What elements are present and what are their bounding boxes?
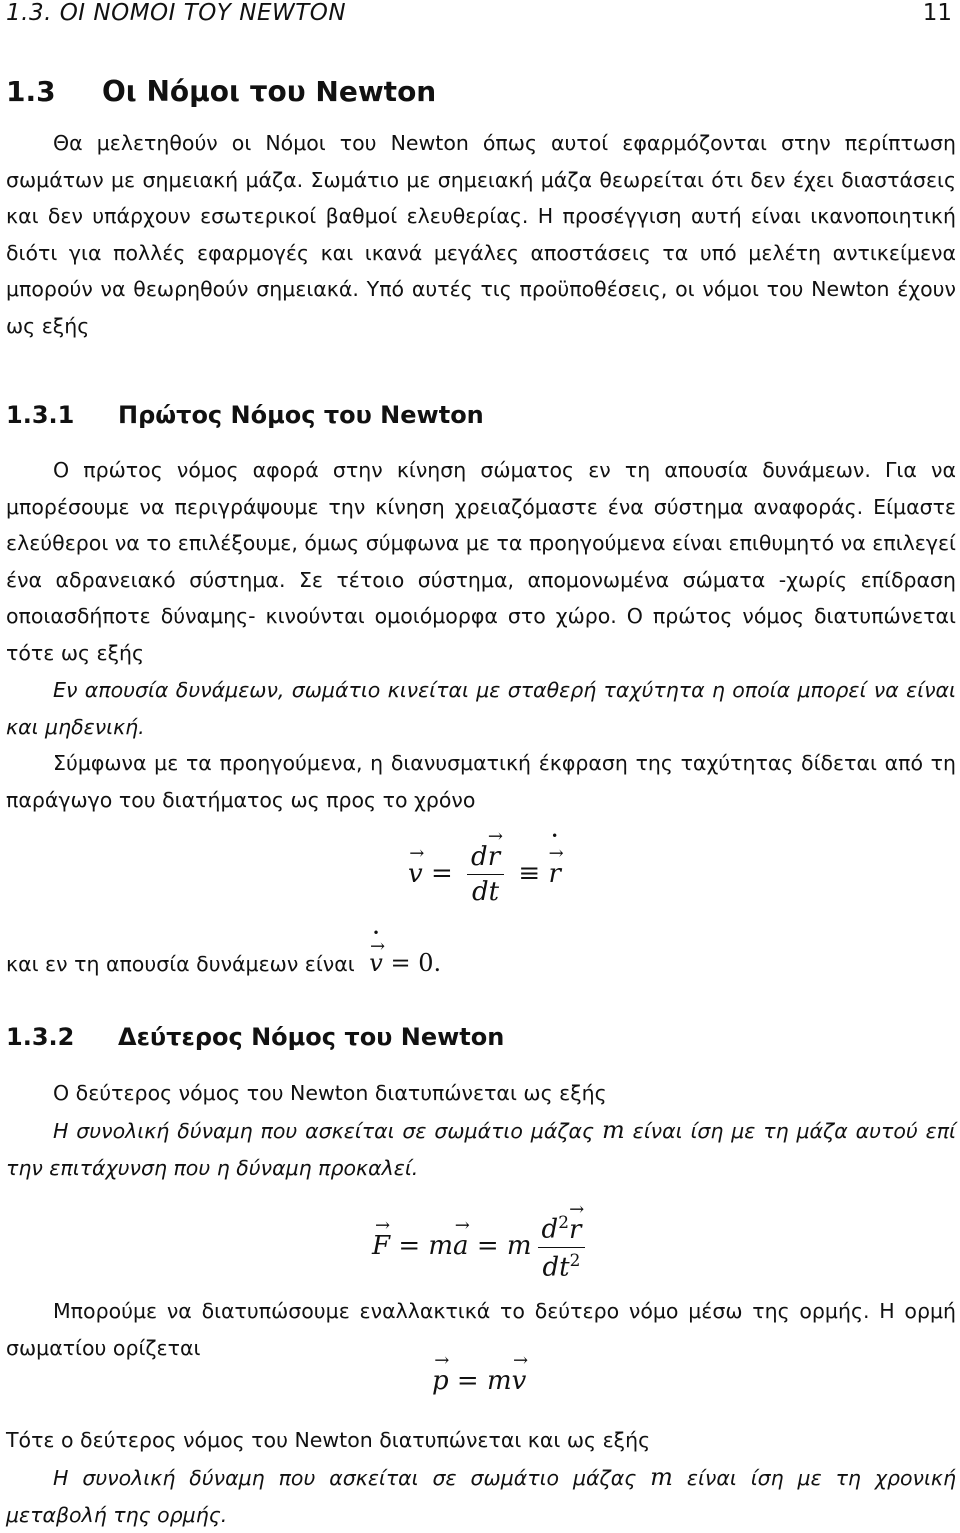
acceleration-vector: → a (453, 1231, 469, 1261)
numerator-d: d (541, 1214, 559, 1245)
second-derivative-fraction (538, 1212, 586, 1282)
zero-value: 0. (418, 949, 442, 977)
statement-text-pre: Η συνολική δύναμη που ασκείται σε σωμάτιο μάζας (53, 1119, 595, 1143)
denominator-dt: dt (542, 1252, 570, 1283)
equivalence-sign: ≡ (518, 858, 541, 889)
equals-sign: = (390, 949, 411, 977)
first-law-statement: Εν απουσία δυνάμεων, σωμάτιο κινείται με σταθερή ταχύτητα η οποία μπορεί να είναι και μηδενική. (6, 678, 956, 739)
momentum-paragraph: Μπορούμε να διατυπώσουμε εναλλακτικά το δεύτερο νόμο μέσω της ορμής. Η ορμή σωματίου ορίζεται (6, 1299, 956, 1360)
statement-text-post: είναι ίση με τη χρονική μεταβολή της ορμής. (6, 1466, 956, 1527)
mass-symbol: m (650, 1463, 673, 1491)
velocity-dot-vector: → v • (369, 945, 383, 982)
first-law-paragraph: Ο πρώτος νόμος αφορά στην κίνηση σώματος εν τη απουσία δυνάμεων. Για να μπορέσουμε να περιγράψουμε την κίνηση χρειαζόμαστε ένα σύστημα αναφοράς. Είμαστε ελεύθεροι να το επιλέξουμε, όμως σύμφωνα με τα προηγούμενα είναι επιθυμητό να επιλεγεί ένα αδρανειακό σύστημα. Σε τέτοιο σύστημα, απομονωμένα σώματα -χωρίς επίδραση οποιασδήποτε δύναμης- κινούνται ομοιόμορφα στο χώρο. Ο πρώτος νόμος διατυπώνεται τότε ως εξής (6, 458, 956, 665)
header-section-ref: 1.3. ΟΙ ΝΟΜΟΙ ΤΟΥ NEWTON (6, 0, 347, 26)
velocity-equation (408, 842, 561, 907)
zero-velocity-math (369, 949, 441, 977)
equals-sign: = (456, 1366, 479, 1396)
force-vector: → F (372, 1231, 390, 1261)
subsection-title: Δεύτερος Νόμος του Newton (118, 1023, 505, 1051)
equals-sign: = (476, 1231, 499, 1262)
zero-velocity-line (6, 945, 956, 983)
derivative-fraction (467, 842, 504, 907)
velocity-vector: → v (408, 859, 423, 889)
force-equation (372, 1212, 591, 1282)
mass-symbol: m (486, 1366, 512, 1396)
subsection-heading-first-law (6, 398, 484, 432)
section-title: Οι Νόμοι του Newton (102, 75, 437, 108)
second-law-alt-intro: Τότε ο δεύτερος νόμος του Newton διατυπώνεται και ως εξής (6, 1428, 651, 1452)
subsection-number: 1.3.2 (6, 1023, 75, 1051)
statement-text-post: είναι ίση με τη μάζα αυτού επί την επιτάχυνση που η δύναμη προκαλεί. (6, 1119, 956, 1180)
second-law-statement-momentum (6, 1459, 956, 1533)
running-header (0, 0, 960, 28)
equals-sign: = (430, 858, 453, 889)
zero-velocity-text: και εν τη απουσία δυνάμεων είναι (6, 952, 355, 976)
velocity-paragraph: Σύμφωνα με τα προηγούμενα, η διανυσματική έκφραση της ταχύτητας δίδεται από τη παράγωγο του διατήματος ως προς το χρόνο (6, 751, 956, 812)
equals-sign: = (398, 1231, 421, 1262)
exponent: 2 (558, 1212, 569, 1232)
statement-text-pre: Η συνολική δύναμη που ασκείται σε σωμάτιο μάζας (53, 1466, 637, 1490)
second-law-intro: Ο δεύτερος νόμος του Newton διατυπώνεται ως εξής (53, 1081, 607, 1105)
position-vector: → r (569, 1215, 581, 1245)
denominator-dt: dt (472, 877, 500, 907)
numerator-d: d (471, 842, 488, 872)
mass-symbol: m (506, 1231, 532, 1262)
subsection-number: 1.3.1 (6, 401, 75, 429)
second-law-statement (6, 1112, 956, 1186)
momentum-vector: → p (432, 1366, 449, 1396)
page-number: 11 (922, 0, 952, 26)
mass-symbol: m (601, 1116, 625, 1144)
section-heading (6, 72, 436, 112)
subsection-heading-second-law (6, 1020, 504, 1054)
section-number: 1.3 (6, 75, 56, 108)
momentum-equation (432, 1366, 526, 1396)
exponent: 2 (569, 1249, 581, 1270)
mass-symbol: m (428, 1231, 454, 1262)
velocity-vector: → v (512, 1366, 527, 1396)
position-vector: → r (488, 842, 500, 872)
position-dot-vector: → r • (548, 859, 560, 889)
intro-paragraph: Θα μελετηθούν οι Νόμοι του Newton όπως αυτοί εφαρμόζονται στην περίπτωση σωμάτων με σημειακή μάζα. Σωμάτιο με σημειακή μάζα θεωρείται ότι δεν έχει διαστάσεις και δεν υπάρχουν εσωτερικοί βαθμοί ελευθερίας. Η προσέγγιση αυτή είναι ικανοποιητική διότι για πολλές εφαρμογές και ικανά μεγάλες αποστάσεις τα υπό μελέτη αντικείμενα μπορούν να θεωρηθούν σημειακά. Υπό αυτές τις προϋποθέσεις, οι νόμοι του Newton έχουν ως εξής (6, 131, 956, 338)
subsection-title: Πρώτος Νόμος του Newton (118, 401, 484, 429)
